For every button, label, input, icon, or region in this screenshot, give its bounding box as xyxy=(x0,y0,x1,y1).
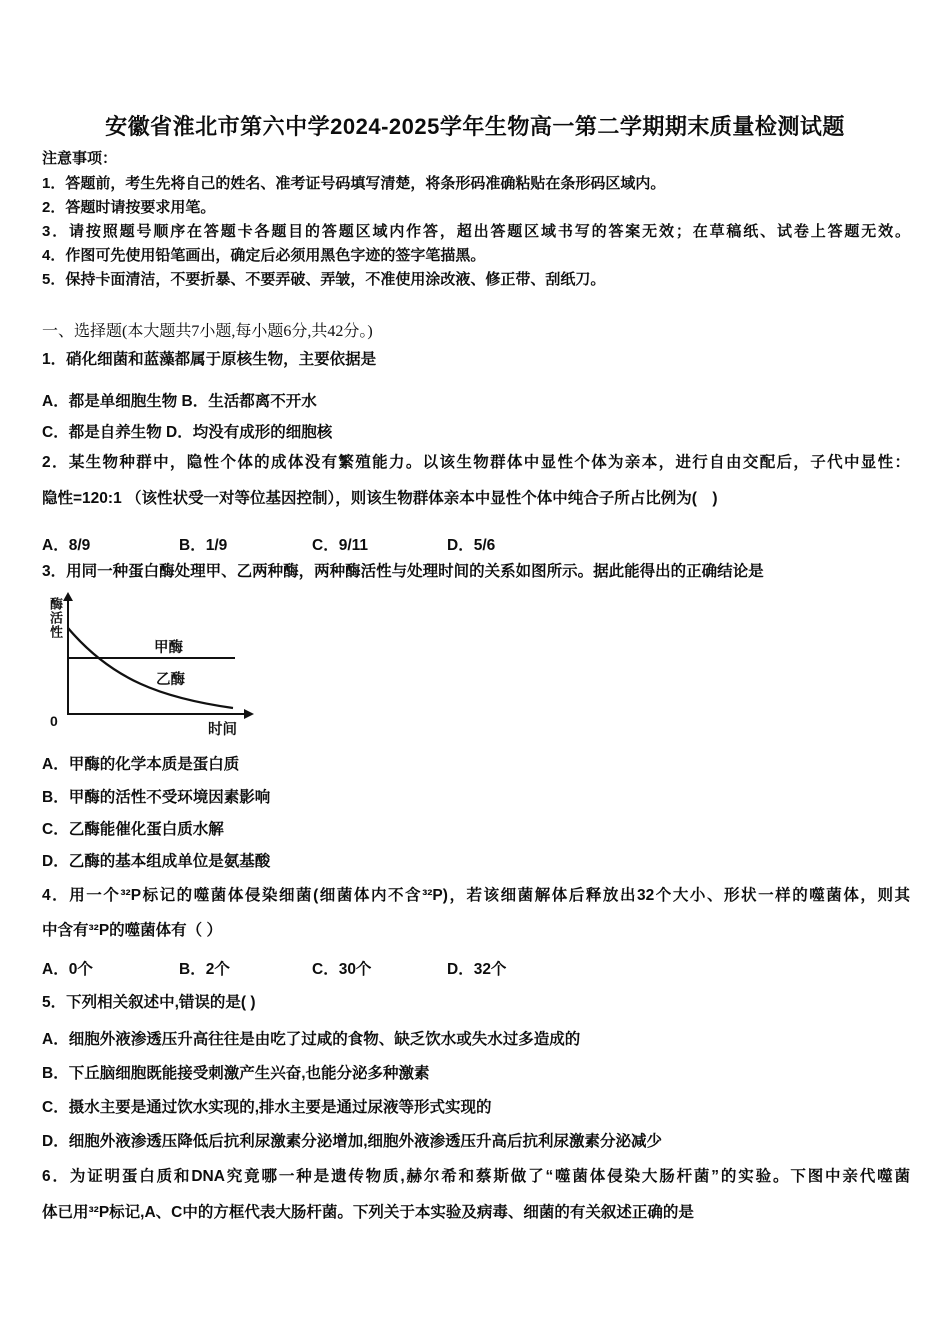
q2-option-a: A．8/9 xyxy=(42,537,91,554)
q5-stem: 5．下列相关叙述中,错误的是( ) xyxy=(42,994,256,1011)
page-title: 安徽省淮北市第六中学2024-2025学年生物高一第二学期期末质量检测试题 xyxy=(105,114,845,139)
notice-item-4: 4．作图可先使用铅笔画出，确定后必须用黑色字迹的签字笔描黑。 xyxy=(42,247,486,264)
q2-option-b: B．1/9 xyxy=(179,537,228,554)
notice-item-3: 3．请按照题号顺序在答题卡各题目的答题区域内作答，超出答题区域书写的答案无效；在草稿纸、试卷上答题无效。 xyxy=(42,223,910,240)
q1-options-ab: A．都是单细胞生物 B．生活都离不开水 xyxy=(42,393,317,410)
x-axis-arrow-icon xyxy=(244,709,254,719)
q3-option-d: D．乙酶的基本组成单位是氨基酸 xyxy=(42,853,271,870)
figure-y-axis-label: 酶活性 xyxy=(48,597,63,639)
notice-item-2: 2．答题时请按要求用笔。 xyxy=(42,199,216,216)
figure-jia-enzyme-label: 甲酶 xyxy=(154,640,183,656)
section-header: 一、选择题(本大题共7小题,每小题6分,共42分。) xyxy=(42,323,373,340)
y-axis-arrow-icon xyxy=(63,592,73,601)
q4-stem-line-2: 中含有³²P的噬菌体有（ ） xyxy=(42,922,222,939)
q2-option-c: C．9/11 xyxy=(312,537,369,554)
q6-stem-line-1: 6．为证明蛋白质和DNA究竟哪一种是遗传物质,赫尔希和蔡斯做了“噬菌体侵染大肠杆菌”的实验。下图中亲代噬菌 xyxy=(42,1168,910,1185)
enzyme-activity-figure xyxy=(42,592,272,744)
q6-stem-line-2: 体已用³²P标记,A、C中的方框代表大肠杆菌。下列关于本实验及病毒、细菌的有关叙述正确的是 xyxy=(42,1204,694,1221)
yi-enzyme-curve xyxy=(68,628,233,708)
q4-option-d: D．32个 xyxy=(447,961,507,978)
figure-yi-enzyme-label: 乙酶 xyxy=(156,672,185,688)
q4-option-b: B．2个 xyxy=(179,961,230,978)
q2-options-row xyxy=(42,533,910,555)
q2-stem-line-1: 2．某生物种群中，隐性个体的成体没有繁殖能力。以该生物群体中显性个体为亲本，进行自由交配后，子代中显性： xyxy=(42,454,910,471)
q4-option-c: C．30个 xyxy=(312,961,372,978)
q1-stem: 1．硝化细菌和蓝藻都属于原核生物，主要依据是 xyxy=(42,351,377,368)
q5-option-a: A．细胞外液渗透压升高往往是由吃了过咸的食物、缺乏饮水或失水过多造成的 xyxy=(42,1031,581,1048)
q4-stem-line-1: 4．用一个³²P标记的噬菌体侵染细菌(细菌体内不含³²P)，若该细菌解体后释放出32个大小、形状一样的噬菌体，则其 xyxy=(42,887,910,904)
notice-item-5: 5．保持卡面清洁，不要折暴、不要弄破、弄皱，不准使用涂改液、修正带、刮纸刀。 xyxy=(42,271,606,288)
q3-option-a: A．甲酶的化学本质是蛋白质 xyxy=(42,756,240,773)
q5-option-b: B．下丘脑细胞既能接受刺激产生兴奋,也能分泌多种激素 xyxy=(42,1065,430,1082)
figure-origin-label: 0 xyxy=(50,713,58,729)
q4-options-row xyxy=(42,957,910,979)
notice-header: 注意事项： xyxy=(42,150,118,167)
q5-option-d: D．细胞外液渗透压降低后抗利尿激素分泌增加,细胞外液渗透压升高后抗利尿激素分泌减少 xyxy=(42,1133,663,1150)
q3-option-c: C．乙酶能催化蛋白质水解 xyxy=(42,821,224,838)
q2-stem-line-2: 隐性=120:1 （该性状受一对等位基因控制），则该生物群体亲本中显性个体中纯合子所占比例为( ) xyxy=(42,490,718,507)
q3-option-b: B．甲酶的活性不受环境因素影响 xyxy=(42,789,271,806)
figure-x-axis-label: 时间 xyxy=(208,722,237,738)
q5-option-c: C．摄水主要是通过饮水实现的,排水主要是通过尿液等形式实现的 xyxy=(42,1099,492,1116)
q1-options-cd: C．都是自养生物 D．均没有成形的细胞核 xyxy=(42,424,333,441)
q2-option-d: D．5/6 xyxy=(447,537,496,554)
notice-item-1: 1．答题前，考生先将自己的姓名、准考证号码填写清楚，将条形码准确粘贴在条形码区域内。 xyxy=(42,175,666,192)
q4-option-a: A．0个 xyxy=(42,961,93,978)
q3-stem: 3．用同一种蛋白酶处理甲、乙两种酶，两种酶活性与处理时间的关系如图所示。据此能得出的正确结论是 xyxy=(42,563,764,580)
